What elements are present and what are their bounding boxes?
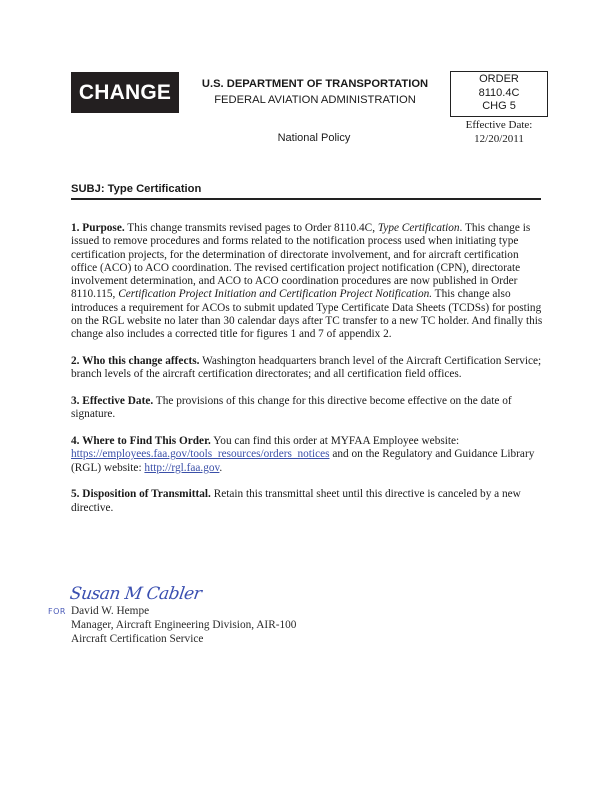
- paragraph-text: This change transmits revised pages to Order 8110.4C,: [124, 222, 378, 234]
- paragraph-text: Retain this transmittal sheet until this directive is canceled by a new directive.: [71, 488, 521, 514]
- paragraph-text: This change also introduces a requirement for ACOs to submit updated Type Certificate Data Sheets (TCDSs) for posting on the RGL website no later than 30 calendar days after TC transfer to a new TC holder. And finally this change also includes a corrected title for figures 1 and 7 of appendix 2.: [71, 288, 543, 341]
- paragraph-text: and on the Regulatory and Guidance Library (RGL) website:: [71, 448, 535, 474]
- signer-name: David W. Hempe: [71, 605, 150, 617]
- paragraph-text: . This change is issued to remove procedures and forms related to the notification process used when initiating type certification projects, for the determination of directorate involvement, and for aircraft certification office (ACO) to ACO coordination. The revised certification project notification (CPN), directorate involvement determination, and ACO to ACO coordination procedures are now published in Order 8110.115,: [71, 222, 531, 301]
- paragraph-disposition: [71, 488, 543, 515]
- order-number: 8110.4C: [478, 86, 520, 99]
- signer-title: Manager, Aircraft Engineering Division, AIR-100: [71, 619, 297, 631]
- paragraph-text: Washington headquarters branch level of the Aircraft Certification Service; branch levels of the aircraft certification directorates; and all certification field offices.: [71, 355, 542, 381]
- subject-divider: [71, 198, 541, 200]
- signer-block: [71, 604, 296, 646]
- paragraph-text: You can find this order at MYFAA Employee website:: [210, 435, 460, 448]
- change-label: CHANGE: [71, 72, 179, 113]
- order-label: ORDER: [479, 73, 519, 85]
- subject-line: SUBJ: Type Certification: [71, 183, 202, 195]
- policy-type: National Policy: [277, 132, 351, 144]
- signer-organization: Aircraft Certification Service: [71, 633, 204, 645]
- paragraph-effective-date: [71, 395, 543, 422]
- paragraph-heading: 1. Purpose.: [71, 222, 125, 234]
- paragraph-who-affects: [71, 355, 543, 382]
- rgl-link[interactable]: http://rgl.faa.gov: [144, 461, 220, 474]
- paragraph-heading: 2. Who this change affects.: [71, 355, 200, 368]
- paragraph-text: .: [219, 461, 223, 474]
- paragraph-heading: 4. Where to Find This Order.: [71, 435, 211, 448]
- for-note: FOR: [48, 607, 66, 616]
- department-name: U.S. DEPARTMENT OF TRANSPORTATION: [201, 78, 429, 90]
- myfaa-orders-link[interactable]: https://employees.faa.gov/tools_resources/orders_notices: [71, 448, 330, 461]
- paragraph-purpose: [71, 222, 543, 342]
- paragraph-italic: Type Certification: [377, 222, 460, 234]
- change-number: CHG 5: [482, 100, 516, 112]
- document-body: [71, 222, 543, 528]
- effective-date-block: [450, 118, 548, 146]
- department-header: [189, 76, 441, 108]
- agency-name: FEDERAL AVIATION ADMINISTRATION: [214, 94, 416, 106]
- effective-date: 12/20/2011: [474, 133, 524, 145]
- effective-date-label: Effective Date:: [465, 119, 533, 131]
- paragraph-where-to-find: [71, 435, 543, 475]
- handwritten-signature: Susan M Cabler: [68, 584, 203, 604]
- paragraph-heading: 5. Disposition of Transmittal.: [71, 488, 211, 501]
- paragraph-italic: Certification Project Initiation and Certification Project Notification.: [118, 288, 433, 301]
- paragraph-text: The provisions of this change for this directive become effective on the date of signature.: [71, 395, 512, 421]
- order-number-box: [450, 71, 548, 117]
- paragraph-heading: 3. Effective Date.: [71, 395, 154, 408]
